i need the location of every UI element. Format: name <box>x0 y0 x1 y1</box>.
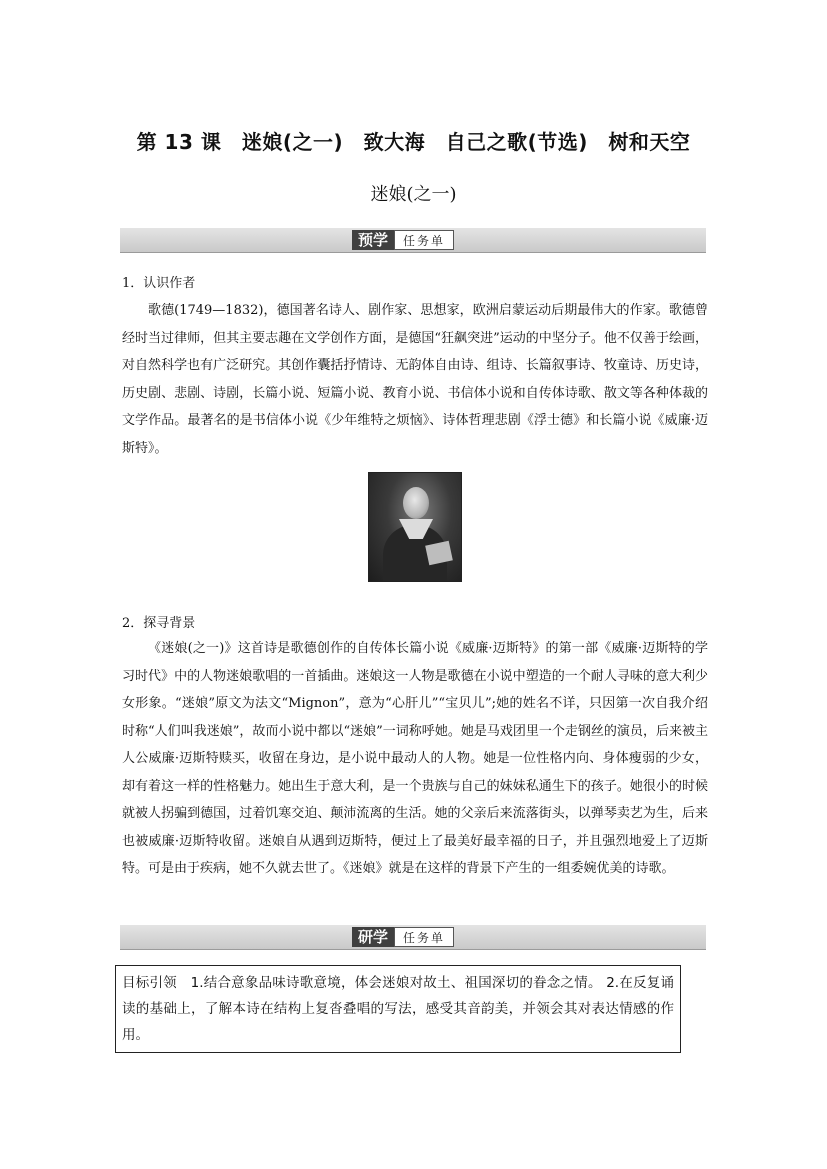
preview-band-label <box>352 230 454 250</box>
learning-goal-text: 目标引领 1.结合意象品味诗歌意境，体会迷娘对故土、祖国深切的眷念之情。 2.在反复诵读的基础上，了解本诗在结构上复沓叠唱的写法，感受其音韵美，并领会其对表达情感的作用。 <box>122 975 674 1043</box>
preview-band-main: 预学 <box>352 230 394 250</box>
background-paragraph: 《迷娘(之一)》这首诗是歌德创作的自传体长篇小说《威廉·迈斯特》的第一部《威廉·迈斯特的学习时代》中的人物迷娘歌唱的一首插曲。迷娘这一人物是歌德在小说中塑造的一个耐人寻味的意大利少女形象。“迷娘”原文为法文“Mignon”，意为“心肝儿”“宝贝儿”;她的姓名不详，只因第一次自我介绍时称“人们叫我迷娘”，故而小说中都以“迷娘”一词称呼她。她是马戏团里一个走钢丝的演员，后来被主人公威廉·迈斯特赎买，收留在身边，是小说中最动人的人物。她是一位性格内向、身体瘦弱的少女，却有着这一样的性格魅力。她出生于意大利，是一个贵族与自己的妹妹私通生下的孩子。她很小的时候就被人拐骗到德国，过着饥寒交迫、颠沛流离的生活。她的父亲后来流落街头，以弹琴卖艺为生，后来也被威廉·迈斯特收留。迷娘自从遇到迈斯特，便过上了最美好最幸福的日子，并且强烈地爱上了迈斯特。可是由于疾病，她不久就去世了。《迷娘》就是在这样的背景下产生的一组委婉优美的诗歌。 <box>122 641 708 876</box>
study-band-main: 研学 <box>352 927 394 947</box>
poem-subtitle: 迷娘(之一) <box>370 184 457 205</box>
goethe-portrait <box>368 472 462 582</box>
preview-band <box>120 228 706 253</box>
study-band-label <box>352 927 454 947</box>
section-heading-background: 2．探寻背景 <box>122 616 196 631</box>
page-title: 第 13 课 迷娘(之一) 致大海 自己之歌(节选) 树和天空 <box>136 130 691 154</box>
study-band-sub: 任务单 <box>394 927 454 947</box>
preview-band-sub: 任务单 <box>394 230 454 250</box>
learning-goal-box <box>115 965 681 1053</box>
portrait-paper <box>425 541 453 566</box>
study-band <box>120 925 706 950</box>
author-paragraph: 歌德(1749—1832)，德国著名诗人、剧作家、思想家，欧洲启蒙运动后期最伟大的作家。歌德曾经时当过律师，但其主要志趣在文学创作方面，是德国“狂飙突进”运动的中坚分子。他不仅善于绘画，对自然科学也有广泛研究。其创作囊括抒情诗、无韵体自由诗、组诗、长篇叙事诗、牧童诗、历史诗，历史剧、悲剧、诗剧，长篇小说、短篇小说、教育小说、书信体小说和自传体诗歌、散文等各种体裁的文学作品。最著名的是书信体小说《少年维特之烦恼》、诗体哲理悲剧《浮士德》和长篇小说《威廉·迈斯特》。 <box>122 303 708 456</box>
portrait-face <box>403 487 429 519</box>
section-heading-author: 1．认识作者 <box>122 276 196 291</box>
